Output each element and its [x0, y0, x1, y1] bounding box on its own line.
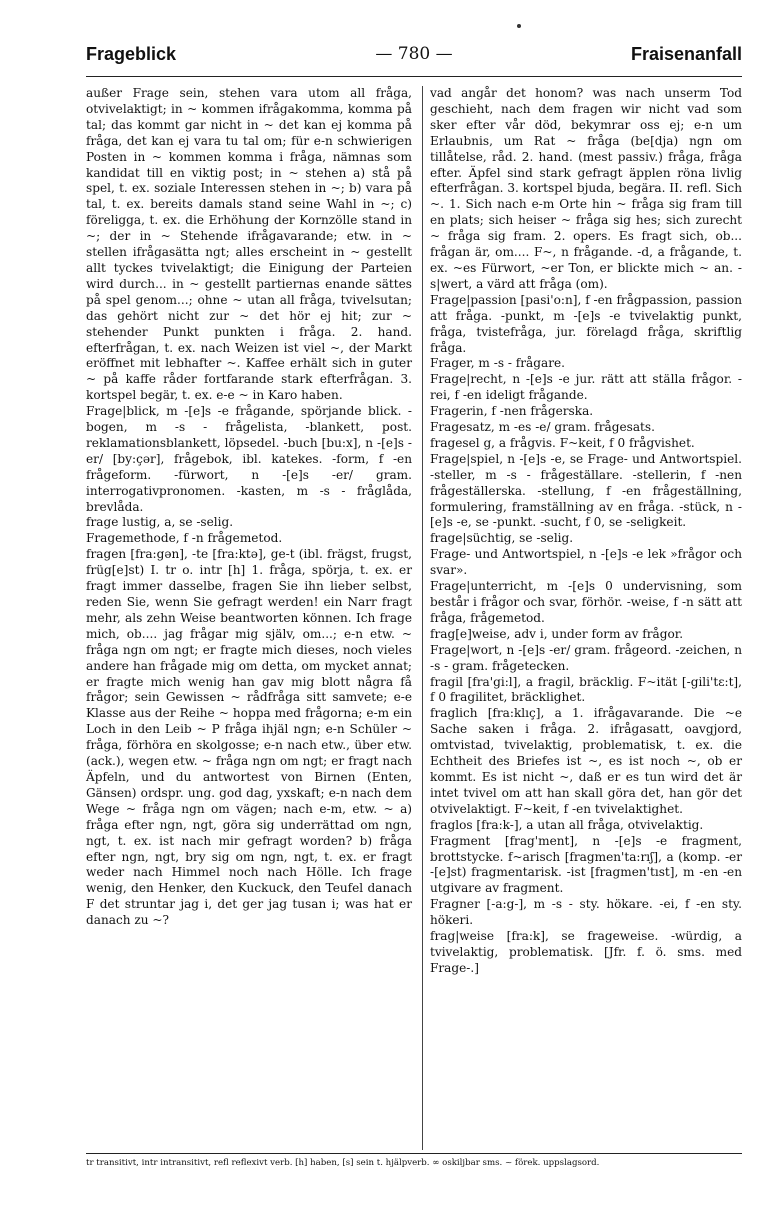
print-speck [517, 24, 521, 28]
entry-paragraph: Fragner [-a:g-], m -s - sty. hökare. -ei, f -en sty. hökeri. [430, 897, 742, 928]
header-first-entry: Frageblick [86, 44, 177, 64]
entry-paragraph: fraglich [fra:klıç], a 1. ifrågavarande. Die ~e Sache saken i fråga. 2. ifrågasatt, oavgjord, omtvistad, tvivelaktig, problematisk, t. ex. die Echtheit des Briefes ist ~, es ist noch ~, ob er kommt. Es ist nicht ~, daß er es tun wird det är intet tvivel om att han skall göra det, han gör det otvivelaktigt. F~keit, f -en tvivelaktighet. [430, 706, 742, 816]
column-divider [422, 86, 423, 1150]
entry-paragraph: Frage|recht, n -[e]s -e jur. rätt att ställa frågor. -rei, f -en ideligt frågande. [430, 372, 742, 403]
entry-paragraph: Fragment [frag'ment], n -[e]s -e fragment, brottstycke. f~arisch [fragmen'ta:rıʃ], a (komp. -er -[e]st) fragmentarisk. -ist [fragmen'tıst], m -en -en utgivare av fragment. [430, 833, 742, 896]
page-number: — 780 — [375, 44, 453, 64]
entry-paragraph: frage lustig, a, se -selig. [86, 515, 234, 530]
entry-paragraph: Frage|passion [pasi'o:n], f -en frågpassion, passion att fråga. -punkt, m -[e]s -e tvivelaktig punkt, fråga, tvistefråga, jur. förelagd fråga, skriftlig fråga. [430, 292, 742, 355]
left-column [86, 86, 412, 929]
footer-rule [86, 1153, 742, 1154]
entry-paragraph: frage|süchtig, se -selig. [430, 531, 574, 546]
header-last-entry: Fraisenanfall [630, 44, 742, 64]
entry-paragraph: fragesel g, a frågvis. F~keit, f 0 frågvishet. [430, 435, 695, 450]
entry-paragraph: außer Frage sein, stehen vara utom all fråga, otvivelaktigt; in ~ kommen ifrågakomma, komma på tal; das kommt gar nicht in ~ det kan ej komma på fråga, det kan ej vara tu tal om; für e-n schwierigen Posten in ~ kommen komma i fråga, nämnas som kandidat till en viktig post; in ~ stehen a) stå på spel, t. ex. soziale Interessen stehen in ~; b) vara på tal, t. ex. bereits damals stand seine Wahl in ~; c) föreligga, t. ex. die Erhöhung der Kornzölle stand in ~; der in ~ Stehende ifrågavarande; etw. in ~ stellen ifrågasätta ngt; alles erscheint in ~ gestellt allt tyckes tvivelaktigt; die Einigung der Parteien wird durch... in ~ gestellt partiernas enande sättes på spel genom...; ohne ~ utan all fråga, tvivelsutan; das gehört nicht zur ~ det hör ej hit; zur ~ stehender Punkt punkten i fråga. 2. hand. efterfrågan, t. ex. nach Weizen ist viel ~, der Markt eröffnet mit lebhafter ~. Kaffee erhält sich in guter ~ på kaffe råder fortfarande stark efterfrågan. 3. kortspel begär, t. ex. e-e ~ in Karo haben. [86, 86, 412, 403]
entry-paragraph: vad angår det honom? was nach unserm Tod geschieht, nach dem fragen wir nicht vad som sker efter vår död, bekymrar oss ej; e-n um Erlaubnis, um Rat ~ fråga (be[dja) ngn om tillåtelse, råd. 2. hand. (mest passiv.) fråga, fråga efter. Äpfel sind stark gefragt äpplen röna livlig efterfrågan. 3. kortspel bjuda, begära. II. refl. Sich ~. 1. Sich nach e-m Orte hin ~ fråga sig fram till en plats; sich heiser ~ fråga sig hes; sich zurecht ~ fråga sig fram. 2. opers. Es fragt sich, ob... frågan är, om.... F~, n frågande. -d, a frågande, t. ex. ~es Fürwort, ~er Ton, er blickte mich ~ an. -s|wert, a värd att fråga (om). [430, 86, 742, 291]
header-rule [86, 76, 742, 77]
right-column [430, 86, 742, 977]
entry-paragraph: Frage|spiel, n -[e]s -e, se Frage- und Antwortspiel. -steller, m -s - frågeställare. -stellerin, f -nen frågeställerska. -stellung, f -en frågeställning, formulering, framställning av en fråga. -stück, n -[e]s -e, se -punkt. -sucht, f 0, se -seligkeit. [430, 451, 742, 530]
entry-paragraph: Fragesatz, m -es -e/ gram. frågesats. [430, 420, 655, 435]
entry-paragraph: fraglos [fra:k-], a utan all fråga, otvivelaktig. [430, 817, 704, 832]
entry-paragraph: frag[e]weise, adv i, under form av frågor. [430, 626, 684, 641]
entry-paragraph: Frage- und Antwortspiel, n -[e]s -e lek »frågor och svar». [430, 547, 742, 578]
entry-paragraph: Frager, m -s - frågare. [430, 356, 566, 371]
entry-paragraph: Frage|unterricht, m -[e]s 0 undervisning, som består i frågor och svar, förhör. -weise, f -n sätt att fråga, frågemetod. [430, 579, 742, 625]
entry-paragraph: frag|weise [fra:k], se frageweise. -würdig, a tvivelaktig, problematisk. [Jfr. f. ö. sms. med Frage-.] [430, 929, 742, 975]
entry-paragraph: Frage|blick, m -[e]s -e frågande, spörjande blick. -bogen, m -s - frågelista, -blankett, post. reklamationsblankett, löpsedel. -buch [bu:x], n -[e]s -er/ [by:çər], frågebok, ibl. katekes. -form, f -en frågeform. -fürwort, n -[e]s -er/ gram. interrogativpronomen. -kasten, m -s - fråglåda, brevlåda. [86, 404, 412, 514]
entry-paragraph: Fragemethode, f -n frågemetod. [86, 531, 283, 546]
page-header [86, 44, 742, 70]
entry-paragraph: fragil [fra'gi:l], a fragil, bräcklig. F~ität [-gili'tε:t], f 0 fragilitet, bräcklighet. [430, 674, 742, 705]
entry-paragraph: fragen [fra:gən], -te [fra:ktə], ge-t (ibl. frägst, frugst, früg[e]st) I. tr o. intr [h] 1. fråga, spörja, t. ex. er fragt immer dasselbe, fragen Sie ihn lieber selbst, reden Sie, wenn Sie gefragt werden! ein Narr fragt mehr, als zehn Weise beantworten können. Ich frage mich, ob.... jag frågar mig själv, om...; e-n etw. ~ fråga ngn om ngt; er fragte mich dieses, noch vieles andere han frågade mig om detta, om mycket annat; er fragte mich wenig han gav mig blott några få frågor; sein Gewissen ~ rådfråga sitt samvete; e-e Klasse aus der Reihe ~ hoppa med frågorna; e-m ein Loch in den Leib ~ P fråga ihjäl ngn; e-n Schüler ~ fråga, förhöra en skolgosse; e-n nach etw., über etw. (ack.), wegen etw. ~ fråga ngn om ngt; er fragt nach Äpfeln, und du antwortest von Birnen (Enten, Gänsen) ordspr. ung. god dag, yxskaft; e-n nach dem Wege ~ fråga ngn om vägen; nach e-m, etw. ~ a) fråga efter ngn, ngt, göra sig underrättad om ngn, ngt, t. ex. ist nach mir gefragt worden? b) fråga efter ngn, ngt, bry sig om ngn, ngt, t. ex. er fragt weder nach Himmel noch nach Hölle. Ich frage wenig, den Henker, den Kuckuck, den Teufel danach F det struntar jag i, det ger jag tusan i; was hat er danach zu ~? [86, 547, 412, 928]
abbreviation-legend: tr transitivt, intr intransitivt, refl reflexivt verb. [h] haben, [s] sein t. hjälpverb. ∞ oskiljbar sms. ~ förek. uppslagsord. [86, 1158, 600, 1168]
entry-paragraph: Frage|wort, n -[e]s -er/ gram. frågeord. -zeichen, n -s - gram. frågetecken. [430, 642, 742, 673]
entry-paragraph: Fragerin, f -nen frågerska. [430, 404, 594, 419]
